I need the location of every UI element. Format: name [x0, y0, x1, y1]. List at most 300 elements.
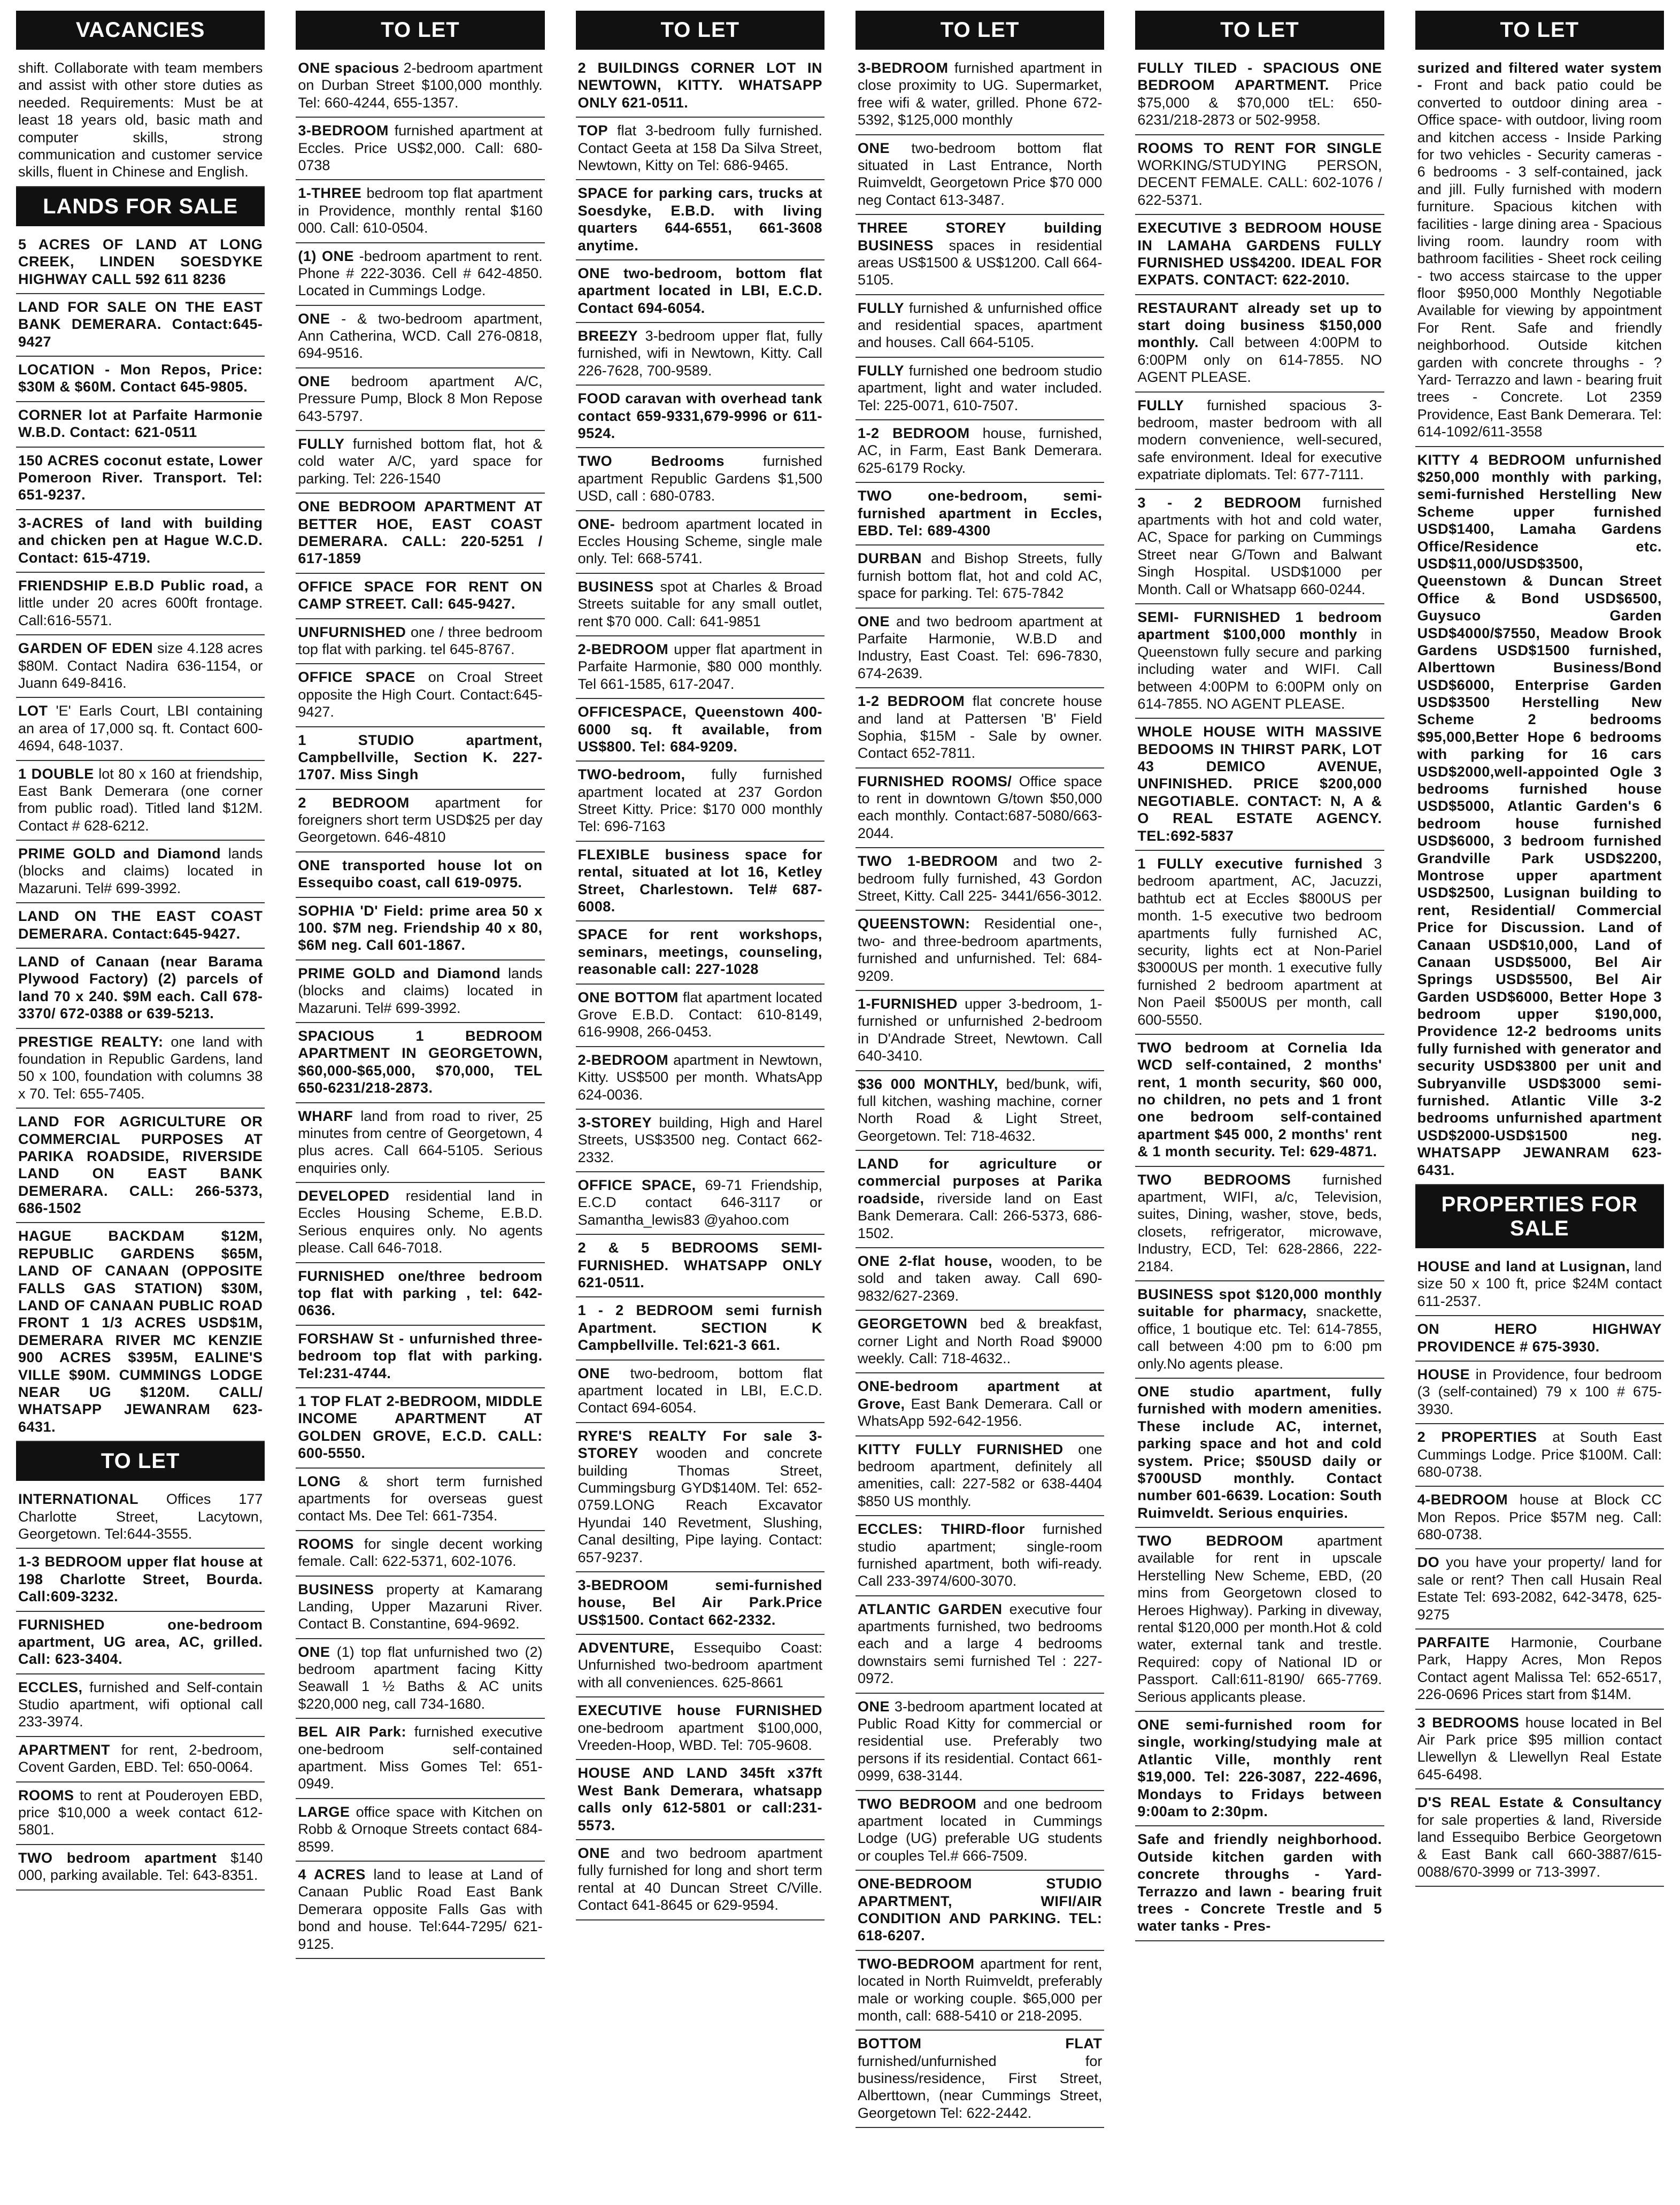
classified-ad [576, 842, 824, 922]
classified-ad [856, 991, 1104, 1071]
ad-lead-text: 1 - 2 BEDROOM semi furnish Apartment. SECTION K Campbellville. Tel:621-3 661. [577, 1302, 822, 1354]
ad-lead-text: HAGUE BACKDAM $12M, REPUBLIC GARDENS $65M, LAND OF CANAAN (OPPOSITE FALLS GAS STATION) $30M, LAND OF CANAAN PUBLIC ROAD FRONT 1 1/3 ACRES USD$1M, DEMERARA RIVER MC KENZIE 900 ACRES $395M, EALINE'S VILLE $90M. CUMMINGS LODGE NEAR UG $120M. CALL/ WHATSAPP JEWANRAM 623-6431. [18, 1228, 263, 1435]
ad-lead-text: PRIME GOLD and Diamond [298, 965, 501, 981]
ad-body-text: residential land in Eccles Housing Scheme, E.B.D. Serious enquires only. No agents please. Call 646-7018. [298, 1188, 543, 1256]
classified-ad [856, 483, 1104, 546]
ad-body-text: Call between 4:00PM to 6:00PM only on 614-7855. NO AGENT PLEASE. [1137, 334, 1382, 386]
ad-body-text: bedroom top flat apartment in Providence, monthly rental $160 000. Call: 610-0504. [298, 185, 543, 236]
ad-body-text: land size 50 x 100 ft, price $24M contact 611-2537. [1417, 1258, 1662, 1309]
ad-lead-text: 3 - 2 BEDROOM [1137, 494, 1301, 511]
classified-ad [856, 55, 1104, 135]
ad-lead-text: FULLY TILED - SPACIOUS ONE BEDROOM APARTMENT. [1137, 60, 1382, 94]
section-header: TO LET [16, 1442, 265, 1481]
ad-body-text: spaces in residential areas US$1500 & US$1200. Call 664-5105. [858, 237, 1103, 288]
ad-body-text: apartment available for rent in upscale Herstelling New Scheme, EBD, (20 mins from Georgetown closed to Heroes Highway). Parking in diveway, rental $120,000 per month.Hot & cold water, external tank and trestle. Required: copy of National ID or Passport. Call:611-8190/ 665-7769. Serious applicants please. [1137, 1533, 1382, 1705]
classified-ad [1415, 1362, 1664, 1424]
ad-body-text: -bedroom apartment to rent. Phone # 222-3036. Cell # 642-4850. Located in Cummings Lodge. [298, 248, 543, 299]
ad-body-text: WORKING/STUDYING PERSON, DECENT FEMALE. CALL: 602-1076 / 622-5371. [1137, 157, 1382, 208]
ad-lead-text: BREEZY [577, 328, 638, 344]
classified-ad [16, 1109, 265, 1223]
ad-lead-text: TOP [577, 122, 608, 139]
classified-ad [576, 762, 824, 842]
ad-lead-text: EXECUTIVE 3 BEDROOM HOUSE IN LAMAHA GARDENS FULLY FURNISHED US$4200. IDEAL FOR EXPATS. CONTACT: 622-2010. [1137, 220, 1382, 288]
ad-body-text: furnished apartment at Eccles. Price US$2,000. Call: 680-0738 [298, 122, 543, 173]
ad-lead-text: LONG [298, 1473, 341, 1489]
classified-ad [16, 448, 265, 510]
ad-lead-text: SOPHIA 'D' Field: prime area 50 x 100. $7M neg. Friendship 40 x 80, $6M neg. Call 601-1867. [298, 902, 543, 954]
ad-lead-text: 3-BEDROOM semi-furnished house, Bel Air Park.Price US$1500. Contact 662-2332. [577, 1577, 822, 1628]
classified-column [16, 11, 265, 2194]
ad-body-text: snackette, office, 1 boutique etc. Tel: 614-7855, call between 4:00 pm to 6:00 pm only.No agents please. [1137, 1303, 1382, 1372]
ad-lead-text: TWO Bedrooms [577, 453, 725, 470]
ad-lead-text: ONE [298, 310, 330, 327]
classified-ad [296, 494, 544, 574]
ad-lead-text: 3-BEDROOM [298, 122, 389, 139]
ad-lead-text: OFFICE SPACE, [577, 1177, 696, 1194]
ad-body-text: Price $75,000 & $70,000 tEL: 650-6231/218-2873 or 502-9958. [1137, 77, 1382, 128]
ad-body-text: and one bedroom apartment located in Cummings Lodge (UG) preferable UG students or couples Tel.# 666-7509. [858, 1795, 1103, 1864]
ad-lead-text: ROOMS [298, 1535, 354, 1552]
ad-body-text: East Bank Demerara. Call or WhatsApp 592-642-1956. [858, 1395, 1103, 1430]
section-header: VACANCIES [16, 11, 265, 50]
ad-body-text: fully furnished apartment located at 237 Gordon Street Kitty. Price: $170 000 monthly Tel: 696-7163 [577, 766, 822, 835]
ad-lead-text: 2 BUILDINGS CORNER LOT IN NEWTOWN, KITTY. WHATSAPP ONLY 621-0511. [577, 60, 822, 111]
classified-ad [856, 1436, 1104, 1517]
classified-ad [1135, 490, 1384, 604]
classified-ad [856, 2031, 1104, 2128]
section-header: TO LET [296, 11, 544, 50]
ad-lead-text: ECCLES, [18, 1679, 83, 1695]
ad-body-text: two-bedroom, bottom flat apartment located in LBI, E.C.D. Contact 694-6054. [577, 1365, 822, 1416]
classified-ad [296, 431, 544, 494]
classified-ad [576, 636, 824, 699]
section-header: PROPERTIES FOR SALE [1415, 1185, 1664, 1248]
ad-lead-text: 2 & 5 BEDROOMS SEMI-FURNISHED. WHATSAPP ONLY 621-0511. [577, 1240, 822, 1291]
ad-body-text: furnished apartment, WIFI, a/c, Television, suites, Dining, washer, stove, beds, closets, refrigerator, microwave, Industry, ECD, Tel: 628-2866, 222-2184. [1137, 1171, 1382, 1274]
classified-ad [16, 1737, 265, 1783]
ad-body-text: furnished one bedroom studio apartment, light and water included. Tel: 225-0071, 610-7507. [858, 362, 1103, 413]
ad-lead-text: TWO BEDROOMS [1137, 1171, 1291, 1188]
ad-lead-text: ONE BEDROOM APARTMENT AT BETTER HOE, EAST COAST DEMERARA. CALL: 220-5251 / 617-1859 [298, 498, 543, 567]
ad-body-text: a little under 20 acres 600ft frontage. Call:616-5571. [18, 577, 263, 628]
classified-ad [16, 232, 265, 294]
classified-ad [856, 1871, 1104, 1951]
ad-body-text: 3-bedroom apartment located at Public Road Kitty for commercial or residential use. Preferably two persons if its residential. Contact 661-0999, 638-3144. [858, 1698, 1103, 1784]
ad-body-text: building, High and Harel Streets, US$3500 neg. Contact 662-2332. [577, 1114, 822, 1165]
ad-body-text: Harmonie, Courbane Park, Happy Acres, Mon Repos Contact agent Malissa Tel: 652-6517, 226-0696 Prices start from $14M. [1417, 1634, 1662, 1703]
ad-body-text: in Queenstown fully secure and parking including water and WIFI. Call between 4:00PM to 6:00PM only on 614-7855. NO AGENT PLEASE. [1137, 626, 1382, 712]
classified-ad [296, 1639, 544, 1719]
classified-ad [576, 1423, 824, 1572]
ad-lead-text: 3-STOREY [577, 1114, 652, 1131]
ad-lead-text: ONE two-bedroom, bottom flat apartment located in LBI, E.C.D. Contact 694-6054. [577, 265, 822, 316]
ad-lead-text: WHARF [298, 1108, 353, 1124]
classified-ad [1135, 1167, 1384, 1281]
ad-body-text: bedroom apartment located in Eccles Housing Scheme, single male only. Tel: 668-5741. [577, 516, 822, 567]
classified-ad [1135, 1826, 1384, 1941]
classified-ad [16, 357, 265, 402]
classified-ad [16, 1783, 265, 1845]
classified-ad [16, 1486, 265, 1549]
classified-ad [1135, 1712, 1384, 1826]
classified-ad [1135, 215, 1384, 295]
classified-ad [296, 1862, 544, 1959]
ad-lead-text: 1-FURNISHED [858, 995, 958, 1012]
ad-body-text: apartment in Newtown, Kitty. US$500 per month. WhatsApp 624-0036. [577, 1051, 822, 1103]
ad-body-text: on Croal Street opposite the High Court. Contact:645-9427. [298, 669, 543, 720]
ad-lead-text: ONE [577, 1365, 610, 1381]
ad-body-text: land to lease at Land of Canaan Public Road East Bank Demerara opposite Falls Gas with bond and house. Tel:644-7295/ 621-9125. [298, 1866, 543, 1952]
ad-lead-text: 3-BEDROOM [858, 60, 949, 76]
ad-body-text: apartment for foreigners short term USD$25 per day Georgetown. 646-4810 [298, 794, 543, 846]
ad-lead-text: ONE- [577, 516, 615, 532]
ad-lead-text: CORNER lot at Parfaite Harmonie W.B.D. Contact: 621-0511 [18, 406, 263, 441]
ad-lead-text: (1) ONE [298, 248, 355, 264]
ad-lead-text: THREE STOREY building BUSINESS [858, 220, 1103, 253]
ad-body-text: lands (blocks and claims) located in Mazaruni. Tel# 699-3992. [298, 965, 543, 1016]
ad-lead-text: 1-THREE [298, 185, 362, 202]
ad-lead-text: 3 BEDROOMS [1417, 1714, 1520, 1731]
classified-ad [576, 1361, 824, 1423]
ad-body-text: furnished/unfurnished for business/residence, First Street, Alberttown, (near Cummings Street, Georgetown Tel: 622-2442. [858, 2053, 1103, 2121]
ad-lead-text: BOTTOM FLAT [858, 2035, 1103, 2052]
ad-body-text: upper 3-bedroom, 1-furnished or unfurnished 2-bedroom in D'Andrade Street, Newtown. Call 640-3410. [858, 995, 1103, 1064]
ad-lead-text: 1-2 BEDROOM [858, 425, 970, 442]
classified-ad [856, 1248, 1104, 1311]
classified-ad [296, 1183, 544, 1263]
ad-lead-text: LAND for agriculture or commercial purposes at Parika roadside, [858, 1156, 1103, 1207]
ad-lead-text: GEORGETOWN [858, 1316, 968, 1332]
classified-ad [856, 1951, 1104, 2031]
ad-lead-text: LAND FOR SALE ON THE EAST BANK DEMERARA. Contact:645-9427 [18, 298, 263, 350]
classified-ad [296, 243, 544, 306]
ad-lead-text: 1 FULLY executive furnished [1137, 856, 1363, 872]
classified-ad [576, 985, 824, 1047]
ad-body-text: wooden and concrete building Thomas Street, Cummingsburg GYD$140M. Tel: 652-0759.LONG Reach Excavator Hyundai 140 Revetment, Slushing, Canal desilting, Pipe laying. Contact: 657-9237. [577, 1445, 822, 1565]
ad-body-text: flat apartment located Grove E.B.D. Contact: 610-8149, 616-9908, 266-0453. [577, 989, 822, 1040]
classified-ad [1135, 295, 1384, 393]
ad-lead-text: GARDEN OF EDEN [18, 640, 153, 657]
ad-lead-text: ROOMS TO RENT FOR SINGLE [1137, 140, 1382, 156]
ad-body-text: for sale properties & land, Riverside land Essequibo Berbice Georgetown & East Bank call 660-3887/615-0088/670-3999 or 713-3997. [1417, 1811, 1662, 1880]
ad-body-text: 69-71 Friendship, E.C.D contact 646-3117 or Samantha_lewis83 @yahoo.com [577, 1177, 822, 1228]
ad-lead-text: LOCATION - Mon Repos, Price: $30M & $60M. Contact 645-9805. [18, 362, 263, 395]
classified-ad [576, 1840, 824, 1920]
classified-ad [296, 664, 544, 727]
ad-lead-text: ONE spacious [298, 60, 399, 76]
ad-body-text: size 4.128 acres $80M. Contact Nadira 636-1154, or Juann 649-8416. [18, 640, 263, 691]
ad-lead-text: SPACIOUS 1 BEDROOM APARTMENT IN GEORGETOWN, $60,000-$65,000, $70,000, TEL 650-6231/218-2873. [298, 1027, 543, 1096]
ad-lead-text: TWO BEDROOM [858, 1795, 977, 1812]
ad-lead-text: LAND ON THE EAST COAST DEMERARA. Contact:645-9427. [18, 908, 263, 942]
ad-body-text: riverside land on East Bank Demerara. Call: 266-5373, 686-1502. [858, 1190, 1103, 1241]
ad-lead-text: ONE [298, 373, 330, 389]
ad-lead-text: PRESTIGE REALTY: [18, 1033, 164, 1050]
ad-body-text: land from road to river, 25 minutes from centre of Georgetown, 4 plus acres. Call 664-5105. Serious enquiries only. [298, 1108, 543, 1176]
ad-lead-text: 1 STUDIO apartment, Campbellville, Section K. 227-1707. Miss Singh [298, 732, 543, 783]
classified-ad [576, 118, 824, 180]
ad-lead-text: TWO one-bedroom, semi-furnished apartment in Eccles, EBD. Tel: 689-4300 [858, 488, 1103, 539]
ad-lead-text: ONE transported house lot on Essequibo coast, call 619-0975. [298, 857, 543, 891]
classified-ad [1135, 719, 1384, 851]
ad-lead-text: HOUSE and land at Lusignan, [1417, 1258, 1630, 1274]
ad-body-text: one bedroom apartment, definitely all amenities, call: 227-582 or 638-4404 $850 US monthly. [858, 1441, 1103, 1509]
classified-ad [1135, 851, 1384, 1035]
ad-lead-text: 2 BEDROOM [298, 794, 410, 811]
classified-column [1135, 11, 1384, 2194]
ad-body-text: 3-bedroom upper flat, fully furnished, wifi in Newtown, Kitty. Call 226-7628, 700-9589. [577, 328, 822, 379]
ad-body-text: furnished & unfurnished office and residential spaces, apartment and houses. Call 664-5105. [858, 299, 1103, 351]
ad-lead-text: ECCLES: THIRD-floor [858, 1521, 1025, 1538]
ad-lead-text: WHOLE HOUSE WITH MASSIVE BEDOOMS IN THIRST PARK, LOT 43 DEMICO AVENUE, UNFINISHED. PRICE $200,000 NEGOTIABLE. CONTACT: N, A & O REAL ESTATE AGENCY. TEL:692-5837 [1137, 724, 1382, 844]
classified-ad [296, 1103, 544, 1184]
ad-body-text: Essequibo Coast: Unfurnished two-bedroom apartment with all conveniences. 625-8661 [577, 1640, 822, 1691]
classified-ad [576, 323, 824, 386]
ad-lead-text: TWO-BEDROOM [858, 1955, 975, 1972]
classified-ad [16, 635, 265, 698]
ad-body-text: and two bedroom apartment at Parfaite Harmonie, W.B.D and Industry, East Coast. Tel: 696-7830, 674-2639. [858, 613, 1103, 681]
ad-lead-text: TWO bedroom at Cornelia Ida WCD self-contained, 2 months' rent, 1 month security, $60 000, no children, no pets and 1 front one bedroom self-contained apartment $45 000, 2 months' rent & 1 month security. Tel: 629-4871. [1137, 1039, 1382, 1160]
classified-ad [296, 619, 544, 665]
ad-body-text: in Providence, four bedroom (3 (self-contained) 79 x 100 # 675-3930. [1417, 1366, 1662, 1417]
classified-ad [576, 1635, 824, 1697]
ad-lead-text: 1-2 BEDROOM [858, 693, 965, 710]
ad-lead-text: RESTAURANT already set up to start doing business $150,000 monthly. [1137, 299, 1382, 351]
ad-lead-text: ONE 2-flat house, [858, 1253, 993, 1270]
classified-ad [16, 698, 265, 760]
classified-ad [296, 1531, 544, 1577]
ad-lead-text: SPACE for rent workshops, seminars, meetings, counseling, reasonable call: 227-1028 [577, 926, 822, 978]
ad-body-text: - & two-bedroom apartment, Ann Catherina, WCD. Call 276-0818, 694-9516. [298, 310, 543, 362]
classified-ad [576, 1172, 824, 1235]
classified-ad [1135, 393, 1384, 490]
ad-lead-text: ONE semi-furnished room for single, working/studying male at Atlantic Ville, monthly rent $19,000. Tel: 226-3087, 222-4696, Mondays to Fridays between 9:00am to 2:30pm. [1137, 1716, 1382, 1819]
classified-ad [856, 769, 1104, 849]
classified-ad [856, 911, 1104, 991]
classified-ad [856, 609, 1104, 689]
ad-body-text: 3 bedroom apartment, AC, Jacuzzi, bathtub ect at Eccles $800US per month. 1-5 executive two bedroom apartments fully furnished AC, security, lights ect at Non-Pariel $3000US per month. 1 executive fully furnished 2 bedroom apartment at Non Paeil $500US per month, call 600-5550. [1137, 856, 1382, 1028]
section-header: TO LET [856, 11, 1104, 50]
ad-lead-text: PRIME GOLD and Diamond [18, 846, 221, 862]
ad-lead-text: PARFAITE [1417, 1634, 1490, 1651]
classified-ad [1415, 1789, 1664, 1887]
classified-ad [856, 1694, 1104, 1791]
section-header: TO LET [1415, 11, 1664, 50]
ad-body-text: flat 3-bedroom fully furnished. Contact Geeta at 158 Da Silva Street, Newtown, Kitty on Tel: 686-9465. [577, 122, 822, 173]
ad-body-text: and two 2-bedroom fully furnished, 43 Gordon Street, Kitty. Call 225- 3441/656-3012. [858, 853, 1103, 904]
ad-lead-text: FULLY [1137, 397, 1184, 413]
classified-ad [856, 358, 1104, 420]
ad-body-text: lot 80 x 160 at friendship, East Bank Demerara (one corner from public road). Titled land $12M. Contact # 628-6212. [18, 765, 263, 834]
ad-body-text: for rent, 2-bedroom, Covent Garden, EBD. Tel: 650-0064. [18, 1741, 263, 1776]
ad-lead-text: 1-3 BEDROOM upper flat house at 198 Charlotte Street, Bourda. Call:609-3232. [18, 1554, 263, 1605]
ad-body-text: furnished apartments with hot and cold water, AC, Space for parking on Cummings Street near G/Town and Balwant Singh Hospital. USD$1000 per Month. Call or Whatsapp 660-0244. [1137, 494, 1382, 597]
ad-body-text: 2-bedroom apartment on Durban Street $100,000 monthly. Tel: 660-4244, 655-1357. [298, 60, 543, 111]
classified-ad [296, 898, 544, 961]
classified-ad [16, 55, 265, 187]
ad-lead-text: DURBAN [858, 550, 922, 567]
ad-lead-text: ONE [577, 1845, 610, 1861]
classified-ad [576, 260, 824, 323]
ad-lead-text: BUSINESS [577, 578, 654, 595]
ad-lead-text: 4-BEDROOM [1417, 1492, 1508, 1508]
ad-lead-text: BUSINESS spot $120,000 monthly suitable for pharmacy, [1137, 1286, 1382, 1320]
classified-ad [856, 295, 1104, 358]
classified-ad [16, 1029, 265, 1109]
ad-lead-text: ATLANTIC GARDEN [858, 1601, 1003, 1617]
classified-ad [856, 1596, 1104, 1694]
ad-body-text: property at Kamarang Landing, Upper Mazaruni River. Contact B. Constantine, 694-9692. [298, 1581, 543, 1632]
ad-lead-text: INTERNATIONAL [18, 1491, 138, 1508]
classified-ad [576, 1047, 824, 1110]
ad-lead-text: ONE-bedroom apartment at Grove, [858, 1378, 1103, 1412]
ad-lead-text: 4 ACRES [298, 1866, 366, 1883]
ad-body-text: house at Block CC Mon Repos. Price $57M neg. Call: 680-0738. [1417, 1492, 1662, 1543]
classified-ad [1135, 1528, 1384, 1712]
ad-lead-text: OFFICESPACE, Queenstown 400-6000 sq. ft available, from US$800. Tel: 684-9209. [577, 704, 822, 755]
ad-lead-text: FULLY [858, 299, 905, 316]
ad-lead-text: ONE [858, 1698, 890, 1715]
ad-body-text: 'E' Earls Court, LBI containing an area of 17,000 sq. ft. Contact 600-4694, 648-1037. [18, 703, 263, 754]
classified-ad [296, 1263, 544, 1326]
ad-body-text: & short term furnished apartments for overseas guest contact Ms. Dee Tel: 661-7354. [298, 1473, 543, 1524]
ad-lead-text: KITTY 4 BEDROOM unfurnished $250,000 monthly with parking, semi-furnished Herstelling New Scheme upper furnished USD$1400, Lamaha Gardens Office/Residence etc. USD$11,000/USD$3500, Queenstown & Duncan Street Office & Bond USD$6500, Guysuco Garden USD$4000/$7550, Meadow Brook Gardens USD$1500 furnished, Alberttown Business/Bond USD$6000, Enterprise Garden USD$3500 Herstelling New Scheme 2 bedrooms $95,000,Better Hope 6 bedrooms with parking for 16 cars USD$2000,well-appointed Ogle 3 bedrooms furnished house USD$5000, Atlantic Garden's 6 bedroom house furnished USD$6000, 3 bedroom furnished Grandville Park USD$2200, Montrose upper apartment USD$2500, Lusignan building to rent, Residential/ Commercial Price for Discussion. Land of Canaan USD$10,000, Land of Canaan USD$5000, Bel Air Springs USD$5500, Bel Air Garden USD$6000, Better Hope 3 bedroom upper $190,000, Providence 12-2 bedrooms units fully furnished with generator and security USD$3800 per unit and Subryanville USD$3000 semi-furnished. Atlantic Ville 3-2 bedrooms unfurnished apartment USD$2000-USD$1500 neg. WHATSAPP JEWANRAM 623-6431. [1417, 451, 1662, 1178]
ad-body-text: one-bedroom apartment $100,000, Vreeden-Hoop, WBD. Tel: 705-9608. [577, 1719, 822, 1754]
ad-body-text: and Bishop Streets, fully furnish bottom flat, hot and cold AC, space for parking. Tel: 675-7842 [858, 550, 1103, 602]
ad-lead-text: HOUSE AND LAND 345ft x37ft West Bank Demerara, whatsapp calls only 612-5801 or call:231-5573. [577, 1765, 822, 1833]
classified-ad [296, 1799, 544, 1862]
ad-lead-text: ONE [858, 140, 890, 156]
ad-lead-text: TWO BEDROOM [1137, 1533, 1283, 1549]
classified-ad [576, 699, 824, 762]
ad-body-text: two-bedroom bottom flat situated in Last Entrance, North Ruimveldt, Georgetown Price $70 000 neg Contact 613-3487. [858, 140, 1103, 208]
ad-body-text: at South East Cummings Lodge. Price $100M. Call: 680-0738. [1417, 1429, 1662, 1480]
classified-ad [1135, 1379, 1384, 1528]
ad-lead-text: DO [1417, 1554, 1440, 1571]
classified-ad [856, 420, 1104, 483]
ad-lead-text: FULLY [298, 436, 345, 452]
ad-body-text: furnished executive one-bedroom self-contained apartment. Miss Gomes Tel: 651-0949. [298, 1724, 543, 1792]
ad-lead-text: FOOD caravan with overhead tank contact 659-9331,679-9996 or 611-9524. [577, 390, 822, 442]
ad-lead-text: ROOMS [18, 1787, 74, 1803]
ad-body-text: furnished and Self-contain Studio apartment, wifi optional call 233-3974. [18, 1679, 263, 1730]
classified-ad [296, 118, 544, 180]
classified-ad [576, 511, 824, 574]
classified-ad [296, 1719, 544, 1799]
classified-ad [856, 1791, 1104, 1871]
classified-ad [576, 1760, 824, 1840]
classified-ad [296, 852, 544, 898]
ad-lead-text: FRIENDSHIP E.B.D Public road, [18, 577, 249, 594]
ad-lead-text: 150 ACRES coconut estate, Lower Pomeroon River. Transport. Tel: 651-9237. [18, 452, 263, 503]
ad-lead-text: KITTY FULLY FURNISHED [858, 1441, 1064, 1457]
classified-ad [16, 1549, 265, 1611]
classified-ad [856, 135, 1104, 216]
ad-lead-text: APARTMENT [18, 1741, 110, 1758]
classified-ad [1135, 604, 1384, 719]
ad-body-text: to rent at Pouderoyen EBD, price $10,000 a week contact 612-5801. [18, 1787, 263, 1838]
ad-body-text: furnished apartment in close proximity to UG. Supermarket, free wifi & water, grilled. Phone 672-5392, $125,000 monthly [858, 60, 1103, 128]
classified-ad [1415, 1424, 1664, 1487]
ad-lead-text: 1 TOP FLAT 2-BEDROOM, MIDDLE INCOME APARTMENT AT GOLDEN GROVE, E.C.D. CALL: 600-5550. [298, 1393, 543, 1462]
classified-ad [856, 1311, 1104, 1373]
classified-column [576, 11, 824, 2194]
ad-lead-text: TWO 1-BEDROOM [858, 853, 998, 870]
ad-lead-text: 2-BEDROOM [577, 641, 669, 657]
ad-body-text: (1) top flat unfurnished two (2) bedroom apartment facing Kitty Seawall 1 ½ Baths & AC units $220,000 neg, call 734-1680. [298, 1643, 543, 1712]
classified-ad [576, 1697, 824, 1760]
ad-body-text: office space with Kitchen on Robb & Ornoque Streets contact 684-8599. [298, 1803, 543, 1855]
classified-ad [1415, 1630, 1664, 1710]
classified-ad [296, 1326, 544, 1388]
ad-lead-text: BUSINESS [298, 1581, 374, 1597]
classified-ad [576, 1572, 824, 1635]
classified-ad [576, 448, 824, 511]
ad-body-text: shift. Collaborate with team members and assist with other store duties as needed. Requirements: Must be at least 18 years old, basic math and computer skills, strong communication and customer service skills, fluent in Chinese and English. [18, 60, 263, 180]
classified-ad [1415, 55, 1664, 447]
ad-body-text: furnished bottom flat, hot & cold water A/C, yard space for parking. Tel: 226-1540 [298, 436, 543, 487]
section-header: TO LET [576, 11, 824, 50]
classified-ad [296, 574, 544, 619]
ad-lead-text: RYRE'S REALTY For sale 3-STOREY [577, 1427, 822, 1462]
classified-ad [1415, 1710, 1664, 1790]
classified-ad [16, 402, 265, 448]
ad-lead-text: ADVENTURE, [577, 1640, 675, 1656]
ad-lead-text: Safe and friendly neighborhood. Outside kitchen garden with concrete throughs - Yard- Terrazzo and lawn - bearing fruit trees - Concrete Trestle and 5 water tanks - Pres- [1137, 1831, 1382, 1934]
ad-lead-text: 3-ACRES of land with building and chicken pen at Hague W.C.D. Contact: 615-4719. [18, 514, 263, 566]
ad-lead-text: FURNISHED one/three bedroom top flat with parking , tel: 642-0636. [298, 1267, 543, 1319]
classified-ad [296, 961, 544, 1023]
ad-body-text: bed & breakfast, corner Light and North Road $9000 weekly. Call: 718-4632.. [858, 1316, 1103, 1366]
ad-body-text: upper flat apartment in Parfaite Harmonie, $80 000 monthly. Tel 661-1585, 617-2047. [577, 641, 822, 692]
ad-lead-text: QUEENSTOWN: [858, 916, 970, 932]
ad-lead-text: surized and filtered water system - [1417, 60, 1662, 94]
ad-lead-text: D'S REAL Estate & Consultancy [1417, 1794, 1662, 1811]
ad-body-text: apartment for rent, located in North Ruimveldt, preferably male or working couple. $65,000 per month, call: 688-5410 or 218-2095. [858, 1955, 1103, 2024]
ad-body-text: $140 000, parking available. Tel: 643-8351. [18, 1849, 263, 1884]
ad-lead-text: FURNISHED ROOMS/ [858, 773, 1012, 789]
classified-ad [1135, 135, 1384, 216]
ad-body-text: house located in Bel Air Park price $95 million contact Llewellyn & Llewellyn Real Estate 645-6498. [1417, 1714, 1662, 1783]
classified-ad [16, 1845, 265, 1891]
classified-ad [856, 688, 1104, 769]
classified-ad [16, 1674, 265, 1737]
classified-ad [296, 790, 544, 852]
ad-lead-text: 5 ACRES OF LAND AT LONG CREEK, LINDEN SOESDYKE HIGHWAY CALL 592 611 8236 [18, 236, 263, 287]
classified-ad [16, 761, 265, 841]
ad-lead-text: ONE [298, 1643, 330, 1660]
classified-ad [1415, 1549, 1664, 1630]
classified-ad [296, 727, 544, 790]
ad-body-text: house, furnished, AC, in Farm, East Bank Demerara. 625-6179 Rocky. [858, 425, 1103, 476]
classified-ad [16, 510, 265, 573]
ad-body-text: Offices 177 Charlotte Street, Lacytown, Georgetown. Tel:644-3555. [18, 1491, 263, 1542]
classified-ad [296, 306, 544, 368]
classified-ad [856, 1071, 1104, 1151]
classified-ad [576, 386, 824, 448]
classified-ad [576, 1110, 824, 1172]
classified-ad [856, 1151, 1104, 1248]
classified-ad [576, 1297, 824, 1360]
classified-ad [856, 215, 1104, 295]
ad-body-text: Office space to rent in downtown G/town $50,000 each monthly. Contact:687-5080/663-2044. [858, 773, 1103, 841]
ad-lead-text: LAND FOR AGRICULTURE OR COMMERCIAL PURPOSES AT PARIKA ROADSIDE, RIVERSIDE LAND ON EAST BANK DEMERARA. CALL: 266-5373, 686-1502 [18, 1113, 263, 1217]
ad-body-text: furnished spacious 3-bedroom, master bedroom with all modern convenience, well-secured, safe environment. Ideal for executive expatriate diplomats. Tel: 677-7111. [1137, 397, 1382, 483]
ad-body-text: for single decent working female. Call: 622-5371, 602-1076. [298, 1535, 543, 1570]
ad-lead-text: ONE BOTTOM [577, 989, 679, 1005]
ad-body-text: furnished studio apartment; single-room furnished apartment, both wifi-ready. Call 233-3974/600-3070. [858, 1521, 1103, 1589]
ad-body-text: executive four apartments furnished, two bedrooms each and a large 4 bedrooms downstairs semi furnished Tel : 227-0972. [858, 1601, 1103, 1687]
